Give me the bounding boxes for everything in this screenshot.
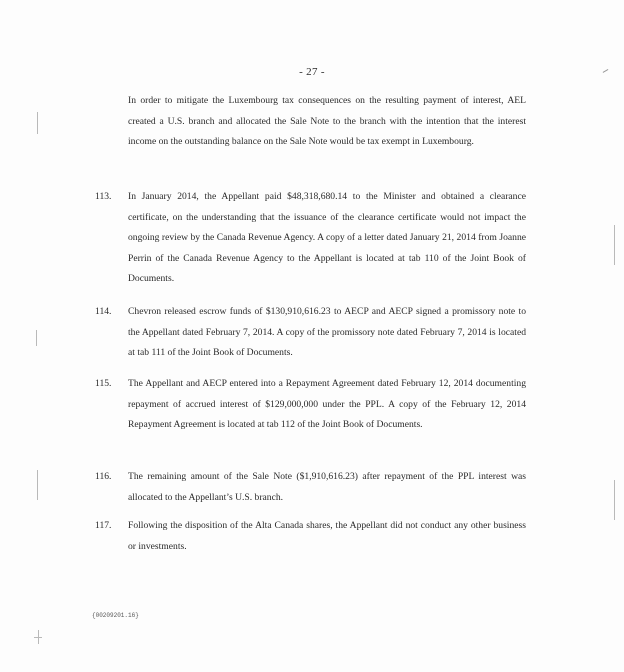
intro-paragraph: In order to mitigate the Luxembourg tax consequences on the resulting payment of interest, AEL created a U.S. branch and allocated the Sale Note to the branch with the intention that the interest income on the outstanding balance on the Sale Note would be tax exempt in Luxembourg. — [128, 95, 526, 148]
scan-mark — [36, 330, 37, 346]
paragraph-116: The remaining amount of the Sale Note ($1,910,616.23) after repayment of the PPL interest was allocated to the Appellant’s U.S. branch. — [128, 471, 526, 503]
scan-mark — [34, 637, 42, 638]
paragraph-117: Following the disposition of the Alta Canada shares, the Appellant did not conduct any other business or investments. — [128, 520, 526, 552]
paragraph-number-116: 116. — [95, 471, 112, 482]
footer-reference: {00209201.16} — [92, 612, 139, 619]
page-number: - 27 - — [299, 66, 325, 78]
paragraph-113: In January 2014, the Appellant paid $48,318,680.14 to the Minister and obtained a clearance certificate, on the understanding that the issuance of the clearance certificate would not impact the ongoing review by the Canada Revenue Agency. A copy of a letter dated January 21, 2014 from Joanne Perrin of the Canada Revenue Agency to the Appellant is located at tab 110 of the Joint Book of Documents. — [128, 191, 526, 285]
scan-mark — [614, 480, 615, 520]
scan-mark — [37, 470, 38, 500]
paragraph-114: Chevron released escrow funds of $130,910,616.23 to AECP and AECP signed a promissory note to the Appellant dated February 7, 2014. A copy of the promissory note dated February 7, 2014 is located at tab 111 of the Joint Book of Documents. — [128, 306, 526, 359]
paragraph-number-114: 114. — [95, 306, 112, 317]
paragraph-115: The Appellant and AECP entered into a Repayment Agreement dated February 12, 2014 documenting repayment of accrued interest of $129,000,000 under the PPL. A copy of the February 12, 2014 Repayment Agreement is located at tab 112 of the Joint Book of Documents. — [128, 378, 526, 431]
scan-mark — [614, 225, 615, 265]
paragraph-number-115: 115. — [95, 378, 112, 389]
scan-mark — [37, 112, 38, 134]
paragraph-number-117: 117. — [95, 520, 112, 531]
paragraph-number-113: 113. — [95, 191, 112, 202]
